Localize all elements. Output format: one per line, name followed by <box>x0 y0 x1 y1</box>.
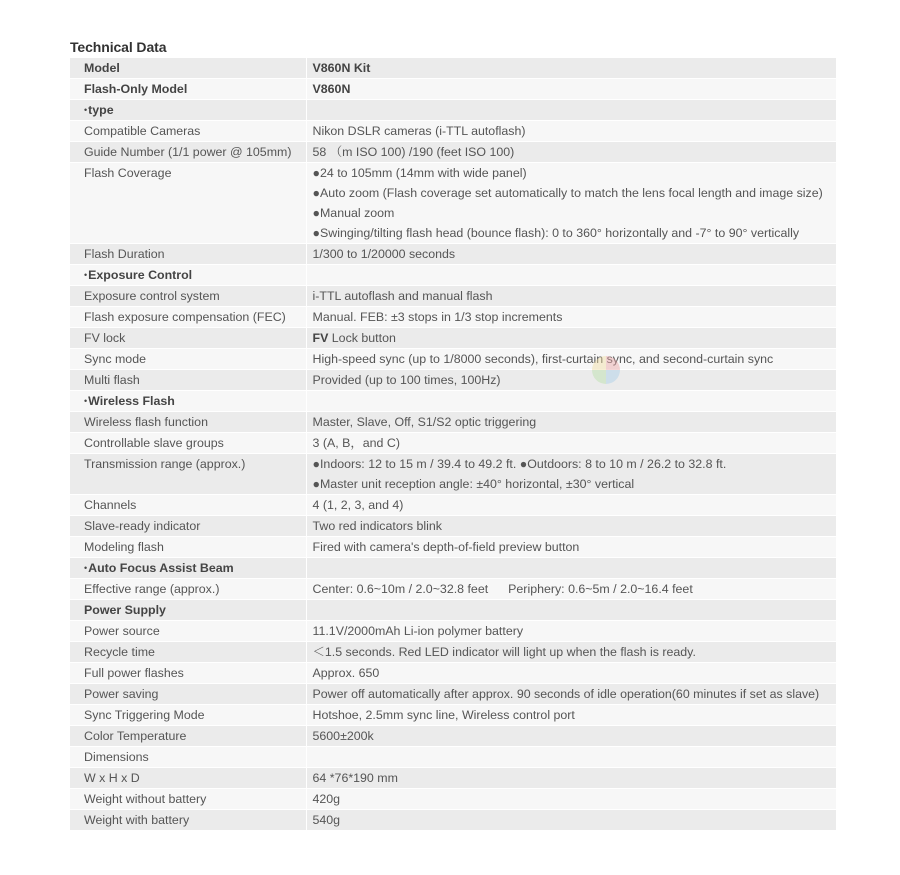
spec-value-text: 5600±200k <box>312 729 374 743</box>
spec-label-text: Color Temperature <box>84 729 187 743</box>
spec-value <box>306 349 836 370</box>
spec-label <box>70 684 306 705</box>
spec-table <box>70 58 836 831</box>
spec-value <box>306 705 836 726</box>
spec-value-text: 3 (A, B，and C) <box>312 436 400 450</box>
table-row <box>70 537 836 558</box>
spec-label-text: Power source <box>84 624 160 638</box>
table-row <box>70 244 836 265</box>
spec-label <box>70 328 306 349</box>
spec-value <box>306 663 836 684</box>
table-row <box>70 747 836 768</box>
spec-value-center: Center: 0.6~10m / 2.0~32.8 feet <box>312 582 489 596</box>
spec-value-text: Power off automatically after approx. 90 seconds of idle operation(60 minutes if set as slave) <box>312 687 820 701</box>
spec-value <box>306 768 836 789</box>
spec-label-text: Flash Duration <box>84 247 165 261</box>
spec-value <box>306 516 836 537</box>
spec-label <box>70 747 306 768</box>
spec-value-line: ●Swinging/tilting flash head (bounce flash): 0 to 360° horizontally and -7° to 90° vertically <box>312 226 800 240</box>
spec-value-line: ●24 to 105mm (14mm with wide panel) <box>312 166 527 180</box>
spec-label-text: Transmission range (approx.) <box>84 457 246 471</box>
spec-value-text: V860N Kit <box>312 61 371 75</box>
spec-value-text: Fired with camera's depth-of-field preview button <box>312 540 580 554</box>
spec-label-text: Exposure control system <box>84 289 220 303</box>
table-row <box>70 328 836 349</box>
spec-value <box>306 244 836 265</box>
bullet-icon: • <box>84 270 88 280</box>
bullet-icon: • <box>84 396 88 406</box>
spec-value-text: 58 （m ISO 100) /190 (feet ISO 100) <box>312 145 515 159</box>
spec-label-text: Modeling flash <box>84 540 164 554</box>
spec-value <box>306 121 836 142</box>
table-row <box>70 286 836 307</box>
spec-label <box>70 370 306 391</box>
spec-label-text: Flash-Only Model <box>84 82 188 96</box>
spec-label <box>70 705 306 726</box>
spec-value-text: i-TTL autoflash and manual flash <box>312 289 493 303</box>
spec-label-text: type <box>88 103 114 117</box>
table-row <box>70 349 836 370</box>
table-row <box>70 726 836 747</box>
spec-label <box>70 79 306 100</box>
spec-value-text: Lock button <box>328 331 396 345</box>
spec-label <box>70 558 306 579</box>
spec-label-text: Exposure Control <box>88 268 193 282</box>
spec-value <box>306 726 836 747</box>
spec-value <box>306 286 836 307</box>
table-row <box>70 516 836 537</box>
spec-value <box>306 265 836 286</box>
section-row <box>70 58 836 79</box>
spec-label <box>70 768 306 789</box>
spec-label-text: Weight without battery <box>84 792 207 806</box>
spec-value <box>306 412 836 433</box>
spec-value-text: V860N <box>312 82 351 96</box>
spec-value <box>306 621 836 642</box>
spec-label <box>70 433 306 454</box>
table-row <box>70 412 836 433</box>
spec-value-text: Nikon DSLR cameras (i-TTL autoflash) <box>312 124 526 138</box>
table-row <box>70 663 836 684</box>
spec-value-text: 4 (1, 2, 3, and 4) <box>312 498 404 512</box>
table-row <box>70 810 836 831</box>
spec-value-text: Hotshoe, 2.5mm sync line, Wireless control port <box>312 708 575 722</box>
spec-value <box>306 747 836 768</box>
spec-value-line: ●Indoors: 12 to 15 m / 39.4 to 49.2 ft. ●Outdoors: 8 to 10 m / 26.2 to 32.8 ft. <box>312 457 727 471</box>
table-row <box>70 642 836 663</box>
spec-label <box>70 391 306 412</box>
spec-label-text: Model <box>84 61 120 75</box>
spec-value-text: Two red indicators blink <box>312 519 442 533</box>
spec-value <box>306 100 836 121</box>
table-row <box>70 789 836 810</box>
spec-value <box>306 433 836 454</box>
spec-value-text: Manual. FEB: ±3 stops in 1/3 stop increments <box>312 310 563 324</box>
spec-value-text: 1/300 to 1/20000 seconds <box>312 247 456 261</box>
spec-label-text: Controllable slave groups <box>84 436 224 450</box>
table-row <box>70 163 836 244</box>
spec-label <box>70 537 306 558</box>
spec-value-periphery: Periphery: 0.6~5m / 2.0~16.4 feet <box>508 582 693 596</box>
spec-label-text: Weight with battery <box>84 813 190 827</box>
spec-value <box>306 163 836 244</box>
spec-label <box>70 307 306 328</box>
spec-label <box>70 58 306 79</box>
spec-label <box>70 412 306 433</box>
table-row <box>70 370 836 391</box>
spec-table-body <box>70 58 836 831</box>
spec-label <box>70 100 306 121</box>
table-row <box>70 454 836 495</box>
spec-value-text: 11.1V/2000mAh Li-ion polymer battery <box>312 624 524 638</box>
spec-label-text: Power saving <box>84 687 159 701</box>
spec-value-bold: FV <box>312 331 329 345</box>
spec-value <box>306 600 836 621</box>
spec-label <box>70 265 306 286</box>
spec-label-text: Dimensions <box>84 750 149 764</box>
table-row <box>70 307 836 328</box>
spec-value-text: 540g <box>312 813 341 827</box>
technical-data-sheet <box>70 36 836 831</box>
section-row <box>70 391 836 412</box>
spec-value-text: High-speed sync (up to 1/8000 seconds), first-curtain sync, and second-curtain sync <box>312 352 774 366</box>
spec-label <box>70 286 306 307</box>
spec-label-text: Flash Coverage <box>84 166 172 180</box>
bullet-icon: • <box>84 105 88 115</box>
spec-value-text: Approx. 650 <box>312 666 380 680</box>
spec-value <box>306 328 836 349</box>
spec-label-text: Wireless Flash <box>88 394 175 408</box>
spec-value <box>306 810 836 831</box>
spec-label-text: Full power flashes <box>84 666 184 680</box>
spec-label <box>70 810 306 831</box>
section-row <box>70 600 836 621</box>
spec-label <box>70 516 306 537</box>
page-title: Technical Data <box>70 39 167 55</box>
table-row <box>70 768 836 789</box>
spec-value <box>306 789 836 810</box>
spec-label-text: Recycle time <box>84 645 155 659</box>
spec-label-text: Flash exposure compensation (FEC) <box>84 310 286 324</box>
spec-label-text: FV lock <box>84 331 126 345</box>
spec-value-text: 420g <box>312 792 341 806</box>
spec-label <box>70 579 306 600</box>
table-row <box>70 142 836 163</box>
spec-label <box>70 726 306 747</box>
spec-value <box>306 579 836 600</box>
spec-value-line: ●Master unit reception angle: ±40° horizontal, ±30° vertical <box>312 477 635 491</box>
table-row <box>70 433 836 454</box>
table-row <box>70 705 836 726</box>
spec-label-text: Effective range (approx.) <box>84 582 220 596</box>
spec-label <box>70 121 306 142</box>
spec-label-text: Auto Focus Assist Beam <box>88 561 234 575</box>
spec-label <box>70 789 306 810</box>
section-row <box>70 265 836 286</box>
spec-label <box>70 495 306 516</box>
spec-label-text: Multi flash <box>84 373 140 387</box>
spec-value-line: ●Auto zoom (Flash coverage set automatically to match the lens focal length and image size) <box>312 186 823 200</box>
spec-label-text: Power Supply <box>84 603 166 617</box>
spec-value-text: Provided (up to 100 times, 100Hz) <box>312 373 501 387</box>
spec-value-text: ＜1.5 seconds. Red LED indicator will light up when the flash is ready. <box>312 645 696 659</box>
spec-value <box>306 642 836 663</box>
section-row <box>70 100 836 121</box>
spec-label-text: W x H x D <box>84 771 140 785</box>
table-row <box>70 579 836 600</box>
bullet-icon: • <box>84 563 88 573</box>
spec-label-text: Wireless flash function <box>84 415 208 429</box>
table-row <box>70 684 836 705</box>
table-row <box>70 121 836 142</box>
spec-label-text: Slave-ready indicator <box>84 519 201 533</box>
spec-label <box>70 600 306 621</box>
spec-value <box>306 495 836 516</box>
spec-value-line: ●Manual zoom <box>312 206 395 220</box>
spec-value <box>306 537 836 558</box>
spec-value <box>306 558 836 579</box>
section-row <box>70 558 836 579</box>
spec-label <box>70 244 306 265</box>
table-row <box>70 495 836 516</box>
spec-value <box>306 79 836 100</box>
spec-value <box>306 391 836 412</box>
spec-label <box>70 142 306 163</box>
spec-value <box>306 684 836 705</box>
spec-value <box>306 307 836 328</box>
spec-label-text: Compatible Cameras <box>84 124 201 138</box>
spec-value <box>306 370 836 391</box>
watermark-logo-icon <box>592 356 620 384</box>
spec-label-text: Sync Triggering Mode <box>84 708 205 722</box>
spec-value-text: Master, Slave, Off, S1/S2 optic triggering <box>312 415 537 429</box>
spec-value <box>306 58 836 79</box>
spec-label <box>70 663 306 684</box>
spec-label <box>70 454 306 495</box>
spec-label-text: Sync mode <box>84 352 146 366</box>
spec-value <box>306 142 836 163</box>
spec-label <box>70 163 306 244</box>
spec-label <box>70 349 306 370</box>
spec-label <box>70 621 306 642</box>
table-row <box>70 621 836 642</box>
section-row <box>70 79 836 100</box>
spec-value <box>306 454 836 495</box>
spec-label <box>70 642 306 663</box>
spec-label-text: Channels <box>84 498 137 512</box>
spec-label-text: Guide Number (1/1 power @ 105mm) <box>84 145 292 159</box>
spec-value-text: 64 *76*190 mm <box>312 771 398 785</box>
